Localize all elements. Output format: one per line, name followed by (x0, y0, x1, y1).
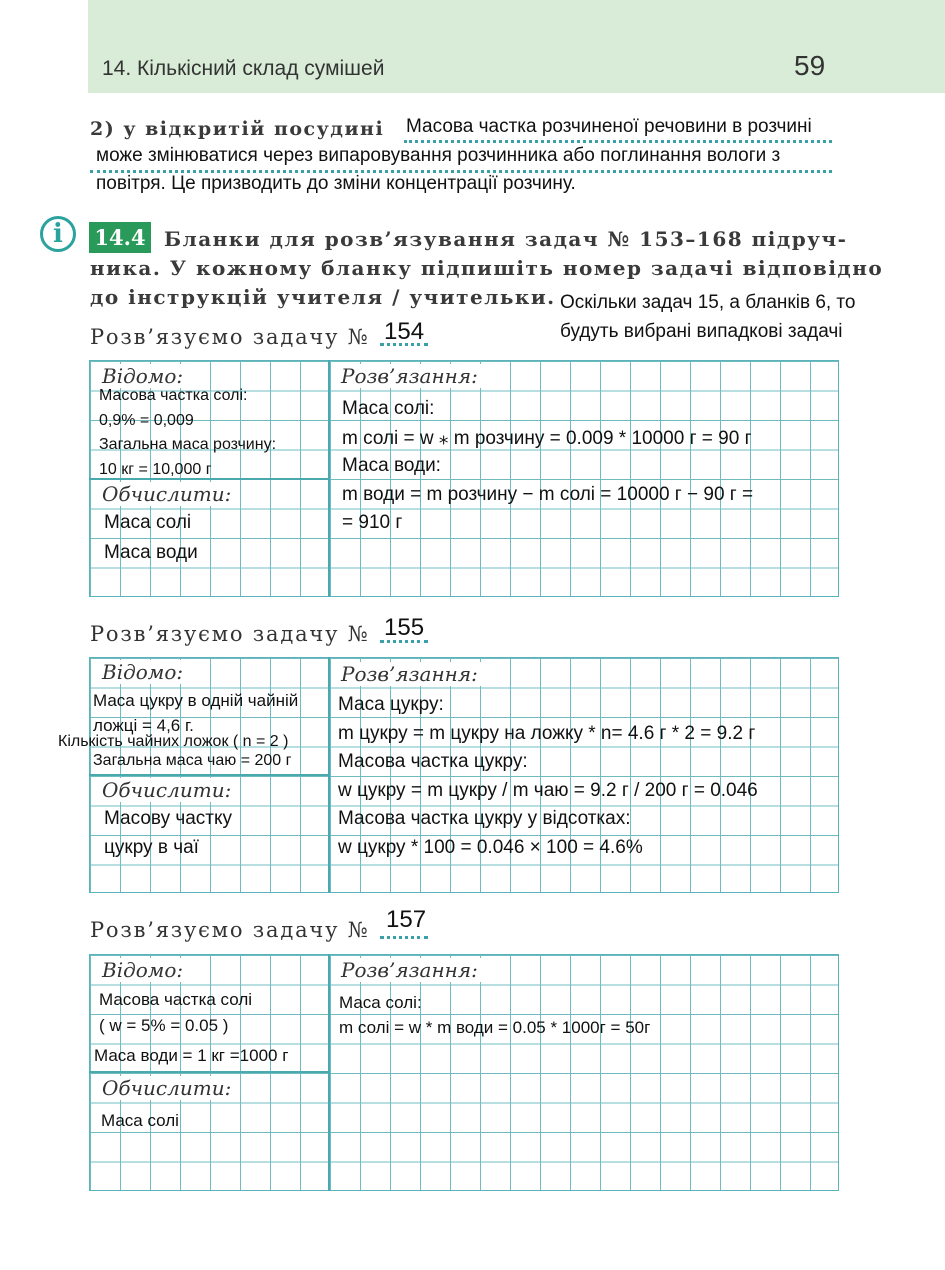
solve-heading: Розв’язуємо задачу № (90, 918, 370, 942)
given-label: Відомо: (98, 364, 187, 388)
solve-heading: Розв’язуємо задачу № (90, 325, 370, 349)
solution-line: Масова частка цукру у відсотках: (338, 808, 631, 829)
given-item: Маса цукру в одній чайній (93, 691, 299, 710)
given-item: Маса води = 1 кг =1000 г (94, 1046, 289, 1065)
solution-line: w цукру * 100 = 0.046 × 100 = 4.6% (338, 837, 643, 858)
solution-line: m солі = w * m води = 0.05 * 1000г = 50г (339, 1018, 651, 1037)
solution-line: Маса води: (342, 455, 441, 476)
solution-label: Розв’язання: (337, 364, 482, 388)
task-text-line: ника. У кожному бланку підпишіть номер задачі відповідно (90, 256, 884, 280)
given-item: ( w = 5% = 0.05 ) (99, 1016, 229, 1035)
calculate-item: Маса солі (101, 1111, 179, 1130)
chapter-title: 14. Кількісний склад сумішей (102, 57, 385, 80)
task-note-line: будуть вибрані випадкові задачі (560, 321, 843, 342)
solution-label: Розв’язання: (337, 662, 482, 686)
solution-line: w цукру = m цукру / m чаю = 9.2 г / 200 г = 0.046 (338, 780, 758, 801)
solve-heading: Розв’язуємо задачу № (90, 622, 370, 646)
calculate-item: цукру в чаї (104, 837, 199, 858)
solution-line: m солі = w ⁎ m розчину = 0.009 * 10000 г = 90 г (342, 428, 752, 449)
calculate-label: Обчислити: (98, 1076, 235, 1100)
intro-label: 2) у відкритій посудині (90, 118, 385, 140)
solution-line: Маса солі: (342, 398, 435, 419)
problem-number: 157 (386, 906, 427, 933)
number-dotted-line (380, 640, 428, 643)
given-item: Масова частка солі: (99, 387, 248, 404)
task-text-line: до інструкцій учителя / учительки. (90, 285, 556, 309)
solution-line: Масова частка цукру: (338, 751, 528, 772)
task-badge: 14.4 (89, 222, 151, 253)
solution-line: = 910 г (342, 512, 403, 533)
solution-line: m цукру = m цукру на ложку * n= 4.6 г * 2 = 9.2 г (338, 723, 756, 744)
task-text-line: Бланки для розв’язування задач № 153–168 підруч- (164, 227, 848, 251)
info-icon: i (40, 216, 76, 252)
calculate-item: Масову частку (104, 808, 233, 829)
given-label: Відомо: (98, 958, 187, 982)
problem-number: 154 (384, 318, 425, 345)
solution-line: m води = m розчину − m солі = 10000 г − 90 г = (342, 484, 754, 505)
given-item: Масова частка солі (99, 990, 253, 1009)
given-item: Загальна маса чаю = 200 г (93, 752, 292, 769)
answer-line: Масова частка розчиненої речовини в розчині (406, 116, 812, 137)
answer-line: може змінюватися через випаровування розчинника або поглинання вологи з (96, 145, 781, 166)
page-number: 59 (794, 50, 826, 81)
answer-dotted-line (404, 140, 832, 143)
number-dotted-line (380, 936, 428, 939)
given-item: 10 кг = 10,000 г (99, 461, 212, 478)
calculate-item: Маса води (104, 542, 198, 563)
given-item: 0,9% = 0,009 (99, 412, 194, 429)
given-label: Відомо: (98, 660, 187, 684)
task-note-line: Оскільки задач 15, а бланків 6, то (560, 292, 856, 313)
calculate-label: Обчислити: (98, 778, 235, 802)
grid-divider (89, 1071, 329, 1073)
solution-label: Розв’язання: (337, 958, 482, 982)
calculate-label: Обчислити: (98, 482, 235, 506)
given-item: Загальна маса розчину: (99, 436, 277, 453)
given-item: Кількість чайних ложок ( n = 2 ) (58, 733, 289, 750)
answer-line: повітря. Це призводить до зміни концентрації розчину. (96, 173, 576, 194)
given-item: ложці = 4,6 г. (93, 716, 194, 735)
solution-line: Маса солі: (339, 993, 422, 1012)
calculate-item: Маса солі (104, 512, 192, 533)
solution-line: Маса цукру: (338, 694, 444, 715)
problem-number: 155 (384, 614, 425, 641)
number-dotted-line (380, 343, 428, 346)
grid-divider (89, 774, 329, 776)
